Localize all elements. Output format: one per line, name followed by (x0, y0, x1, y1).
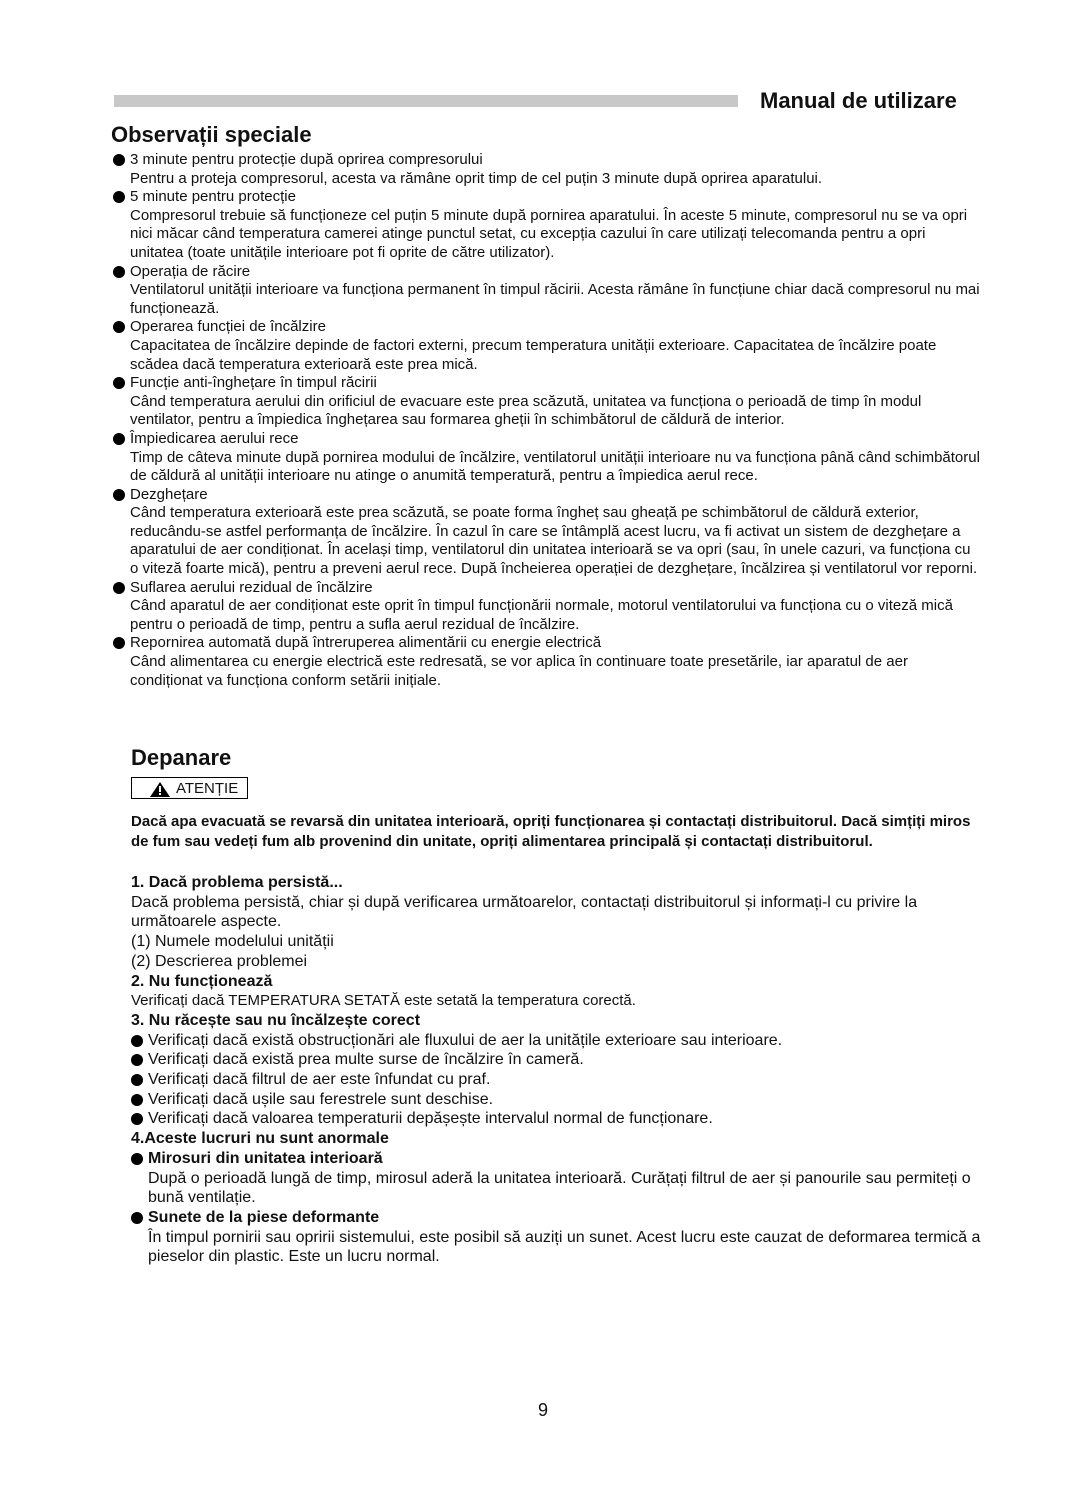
item-title: Funcție anti-înghețare în timpul răcirii (130, 374, 377, 392)
list-item (112, 634, 982, 690)
item-body: Când temperatura aerului din orificiul de evacuare este prea scăzută, unitatea va funcționa o perioadă de timp în modul ventilator, pentru a împiedica înghețarea sau formarea gheții în schimbătorul de căldură de interior. (130, 392, 922, 429)
subsection-title: Nu răcește sau nu încălzește corect (148, 1011, 421, 1029)
page-number: 9 (537, 1400, 548, 1420)
bullet-title: Mirosuri din unitatea interioară (148, 1149, 383, 1167)
bullet-icon (131, 1074, 143, 1086)
list-item (112, 263, 982, 319)
item-body: Pentru a proteja compresorul, acesta va rămâne oprit timp de cel puțin 3 minute după oprirea aparatului. (130, 169, 823, 187)
bullet-item (131, 1050, 981, 1070)
bullet-item (131, 1070, 981, 1090)
bullet-body: În timpul pornirii sau opririi sistemului, este posibil să auziți un sunet. Acest lucru este cauzat de deformarea termică a pieselor din plastic. Este un lucru normal. (148, 1228, 981, 1266)
warning-text: Dacă apa evacuată se revarsă din unitatea interioară, opriți funcționarea și contactați distribuitorul. Dacă simțiți miros de fum sau vedeți fum alb provenind din unitate, opriți alimentarea principală și contactați distribuitorul. (131, 813, 971, 850)
subsection-heading (131, 1129, 981, 1149)
bullet-icon (113, 433, 125, 445)
warning-label: ATENȚIE (176, 780, 239, 797)
bullet-text: Verificați dacă filtrul de aer este înfundat cu praf. (148, 1071, 491, 1089)
bullet-text: Verificați dacă există obstrucționări ale fluxului de aer la unitățile exterioare sau interioare. (148, 1031, 783, 1049)
item-title: Suflarea aerului rezidual de încălzire (130, 578, 373, 596)
list-item (112, 318, 982, 374)
list-item (112, 188, 982, 262)
subsection-title: Aceste lucruri nu sunt anormale (144, 1130, 389, 1148)
bullet-icon (131, 1054, 143, 1066)
bullet-icon (113, 489, 125, 501)
bullet-icon (113, 154, 125, 166)
bullet-icon (131, 1153, 143, 1165)
section-title-troubleshooting: Depanare (131, 745, 232, 770)
bullet-text: Verificați dacă valoarea temperaturii depășește intervalul normal de funcționare. (148, 1110, 713, 1128)
header-title: Manual de utilizare (760, 88, 957, 113)
bullet-item (131, 1031, 981, 1051)
bullet-text: Verificați dacă există prea multe surse de încălzire în cameră. (148, 1051, 584, 1069)
bullet-text: Verificați dacă ușile sau ferestrele sunt deschise. (148, 1090, 494, 1108)
item-title: Operația de răcire (130, 262, 251, 280)
bullet-icon (131, 1212, 143, 1224)
item-title: Împiedicarea aerului rece (130, 429, 299, 447)
subsection-heading (131, 1011, 981, 1031)
bullet-icon (131, 1094, 143, 1106)
item-body: Ventilatorul unității interioare va funcționa permanent în timpul răcirii. Acesta rămâne în funcțiune chiar dacă compresorul nu mai funcționează. (130, 281, 980, 317)
subsection-title: Dacă problema persistă... (148, 874, 343, 891)
item-body: Capacitatea de încălzire depinde de factori externi, precum temperatura unității exterioare. Capacitatea de încălzire poate scădea dacă temperatura exterioară este prea mică. (130, 336, 937, 373)
bullet-icon (131, 1113, 143, 1125)
warning-box (131, 777, 248, 799)
item-body: Timp de câteva minute după pornirea modului de încălzire, ventilatorul unității interioare nu va funcționa până când schimbătorul de căldură al unității interioare nu atinge o anumită temperatură, pentru a împiedica aerul rece. (130, 448, 980, 485)
item-body: Când temperatura exterioară este prea scăzută, se poate forma îngheț sau gheață pe schimbătorul de căldură exterior, reducându-se astfel performanța de încălzire. În cazul în care se întâmplă acest lucru, va fi activat un sistem de dezghețare a aparatului de aer condiționat. În același timp, ventilatorul din unitatea interioară se va opri (sau, în unele cazuri, va funcționa cu o viteză foarte mică), pentru a preveni aerul rece. După încheierea operației de dezghețare, încălzirea și ventilatorul vor reporni. (130, 504, 978, 578)
warning-icon (150, 782, 170, 797)
item-title: Operarea funcției de încălzire (130, 318, 326, 336)
list-item (112, 151, 982, 188)
item-body: Când alimentarea cu energie electrică este redresată, se vor aplica în continuare toate presetările, iar aparatul de aer condiționat va funcționa conform setării inițiale. (130, 653, 908, 689)
bullet-item (131, 1208, 981, 1228)
observations-list (112, 151, 982, 690)
list-item (112, 486, 982, 579)
item-body: Compresorul trebuie să funcționeze cel puțin 5 minute după pornirea aparatului. În aceste 5 minute, compresorul nu se va opri nici măcar când temperatura camerei atinge punctul setat, cu excepția cazului în care utilizați telecomanda pentru a opri unitatea (toate unitățile interioare pot fi oprite de către utilizator). (130, 206, 968, 261)
section-title-observations: Observații speciale (111, 122, 312, 147)
header-bar (114, 95, 738, 107)
item-body: Când aparatul de aer condiționat este oprit în timpul funcționării normale, motorul ventilatorului va funcționa cu o viteză mică pentru o perioadă de timp, pentru a sufla aerul rezidual de încălzire. (130, 597, 953, 633)
subsection-number: 2. (131, 972, 145, 990)
bullet-body: După o perioadă lungă de timp, mirosul aderă la unitatea interioară. Curățați filtrul de aer și panourile sau permiteți o bună ventilație. (148, 1169, 971, 1207)
subsection-number: 4. (131, 1130, 145, 1148)
subsection-number: 3. (131, 1011, 145, 1029)
subsection-heading (131, 972, 981, 992)
bullet-icon (113, 266, 125, 278)
subsection-heading (131, 873, 981, 893)
list-item (112, 430, 982, 486)
bullet-item (131, 1090, 981, 1110)
list-item (112, 374, 982, 430)
subsection-body: Dacă problema persistă, chiar și după verificarea următoarelor, contactați distribuitorul și informați-l cu privire la următoarele aspecte. (131, 893, 918, 931)
item-title: Repornirea automată după întreruperea alimentării cu energie electrică (130, 634, 602, 652)
list-item: (2) Descrierea problemei (131, 952, 308, 970)
bullet-title: Sunete de la piese deformante (148, 1208, 380, 1226)
list-item (112, 579, 982, 635)
bullet-icon (131, 1035, 143, 1047)
item-title: 3 minute pentru protecție după oprirea compresorului (130, 151, 483, 168)
bullet-item (131, 1149, 981, 1169)
item-title: 5 minute pentru protecție (130, 188, 296, 206)
subsection-number: 1. (131, 874, 145, 891)
subsection-title: Nu funcționează (148, 972, 273, 990)
item-title: Dezghețare (130, 485, 208, 503)
list-item: (1) Numele modelului unității (131, 933, 334, 951)
subsection-body: Verificați dacă TEMPERATURA SETATĂ este setată la temperatura corectă. (131, 992, 636, 1010)
troubleshooting-content (131, 873, 981, 1267)
bullet-item (131, 1109, 981, 1129)
bullet-icon (113, 582, 125, 594)
